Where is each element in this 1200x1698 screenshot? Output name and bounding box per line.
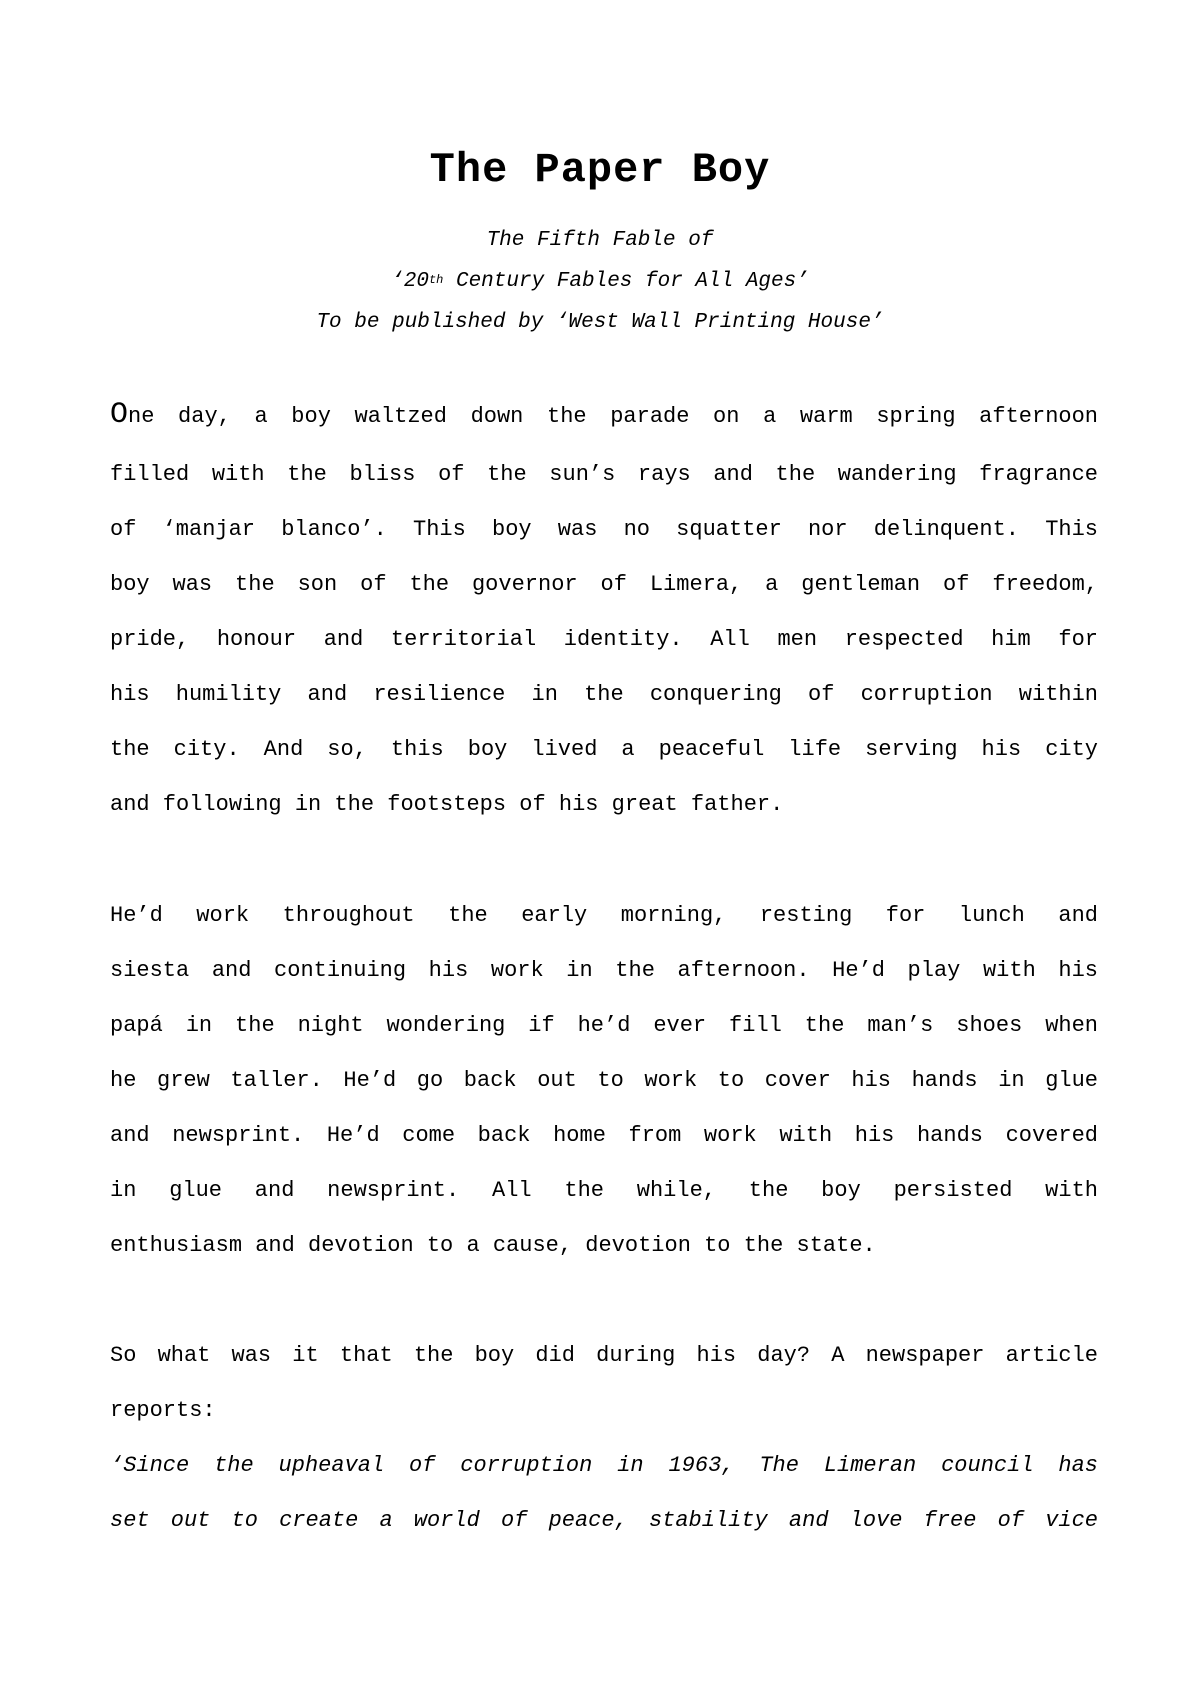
quote-line: set out to create a world of peace, stability and love free of vice xyxy=(110,1508,1098,1533)
paragraph-3-line: reports: xyxy=(110,1398,216,1423)
paragraph-2-line: he grew taller. He’d go back out to work to cover his hands in glue xyxy=(110,1068,1098,1093)
subtitle-line-2 xyxy=(0,268,1200,296)
paragraph-1-line: the city. And so, this boy lived a peaceful life serving his city xyxy=(110,737,1098,762)
paragraph-2-line: papá in the night wondering if he’d ever fill the man’s shoes when xyxy=(110,1013,1098,1038)
subtitle-line-3: To be published by ‘West Wall Printing House’ xyxy=(316,311,884,334)
paragraph-1-line: his humility and resilience in the conquering of corruption within xyxy=(110,682,1098,707)
document-title: The Paper Boy xyxy=(429,146,771,194)
subtitle-line-1: The Fifth Fable of xyxy=(486,229,714,252)
paragraph-1-line: boy was the son of the governor of Limera, a gentleman of freedom, xyxy=(110,572,1098,597)
paragraph-1-line: pride, honour and territorial identity. All men respected him for xyxy=(110,627,1098,652)
subtitle-line-2-start: ‘20 xyxy=(391,270,429,293)
paragraph-3-line: So what was it that the boy did during his day? A newspaper article xyxy=(110,1343,1098,1368)
paragraph-2-line: in glue and newsprint. All the while, the boy persisted with xyxy=(110,1178,1098,1203)
paragraph-1-line xyxy=(110,398,1098,432)
paragraph-1-line: of ‘manjar blanco’. This boy was no squatter nor delinquent. This xyxy=(110,517,1098,542)
paragraph-2-line: He’d work throughout the early morning, resting for lunch and xyxy=(110,903,1098,928)
quote-line: ‘Since the upheaval of corruption in 1963, The Limeran council has xyxy=(110,1453,1098,1478)
subtitle-line-2-end: Century Fables for All Ages’ xyxy=(443,270,809,293)
drop-cap: O xyxy=(110,398,129,432)
paragraph-1-first-line: ne day, a boy waltzed down the parade on a warm spring afternoon xyxy=(128,404,1098,429)
paragraph-2-line: siesta and continuing his work in the afternoon. He’d play with his xyxy=(110,958,1098,983)
paragraph-2-line: enthusiasm and devotion to a cause, devotion to the state. xyxy=(110,1233,876,1258)
paragraph-1-line: filled with the bliss of the sun’s rays and the wandering fragrance xyxy=(110,462,1098,487)
paragraph-2-line: and newsprint. He’d come back home from work with his hands covered xyxy=(110,1123,1098,1148)
paragraph-1-line: and following in the footsteps of his great father. xyxy=(110,792,784,817)
ordinal-superscript: th xyxy=(428,273,444,287)
